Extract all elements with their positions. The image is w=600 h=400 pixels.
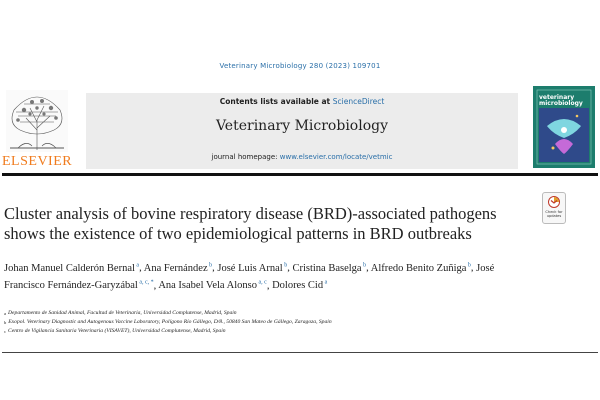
author-separator: , [470,262,477,274]
check-updates-line2: updates [546,214,562,218]
affiliation-text: Departamento de Sanidad Animal, Facultad de Veterinaria, Universidad Complutense, Madrid, Spain [8,310,237,316]
header-rule [2,173,598,176]
author-name: Johan Manuel Calderón Bernal [4,262,135,274]
cover-title-line1: veterinary [539,94,575,101]
author-separator: , [153,280,159,291]
journal-cover[interactable] [533,86,595,168]
contents-prefix: Contents lists available at [219,97,331,106]
author-affiliation-marker[interactable]: b [361,262,367,268]
elsevier-logo[interactable] [2,88,72,170]
author[interactable] [272,280,327,291]
author-affiliation-marker[interactable]: b [466,262,471,268]
author[interactable] [4,263,139,274]
journal-citation[interactable]: Veterinary Microbiology 280 (2023) 109701 [219,62,381,70]
contents-line [86,97,518,106]
affiliation-item [4,318,564,327]
author-separator: , [287,262,293,274]
author-affiliation-marker[interactable]: b [207,262,213,268]
author-name: José Luis Arnal [217,262,283,274]
affiliation-item [4,327,564,336]
affiliation-text: Exopol. Veterinary Diagnostic and Autogenous Vaccine Laboratory, Polígono Río Gállego, D/8., 50840 San Mateo de Gállego, Zaragoza, Spain [8,319,332,325]
check-updates-icon [548,196,560,208]
cover-title-line2: microbiology [539,100,583,107]
author-name: Ana Fernández [143,262,208,274]
affiliation-text: Centro de Vigilancia Sanitaria Veterinaria (VISAVET), Universidad Complutense, Madrid, Spain [8,328,226,334]
homepage-link[interactable]: www.elsevier.com/locate/vetmic [279,153,393,161]
cover-art-icon [533,86,595,168]
author-list [4,258,524,293]
article-title: Cluster analysis of bovine respiratory disease (BRD)-associated pathogens shows the existence of two epidemiological patterns in BRD outbreaks [4,204,497,243]
author-affiliation-marker[interactable]: a, c [256,279,267,286]
author-separator: , [212,262,218,274]
author-affiliation-marker[interactable]: a, c, * [137,279,154,286]
affiliation-label: c [4,329,6,334]
author-name: José Francisco Fernández-Garyzábal [4,262,495,291]
journal-banner [86,93,518,169]
homepage-label: journal homepage: [211,153,278,161]
author[interactable] [292,263,366,274]
elsevier-tree-icon [6,90,68,152]
author-separator: , [366,262,371,274]
homepage-line [86,153,518,161]
affiliation-label: a [4,311,6,316]
journal-name[interactable]: Veterinary Microbiology [215,118,389,134]
author-name: Dolores Cid [272,280,324,291]
author-name: Alfredo Benito Zuñiga [370,262,467,274]
author[interactable] [158,280,267,291]
author-affiliation-marker[interactable]: b [282,262,288,268]
author[interactable] [144,263,212,274]
affiliation-label: b [4,320,7,325]
author-affiliation-marker[interactable]: a [134,262,140,268]
author-separator: , [266,280,273,291]
author-name: Cristina Baselga [292,262,362,274]
check-for-updates-button[interactable] [542,192,566,224]
section-rule [2,352,598,353]
check-updates-label [543,210,565,218]
author-name: Ana Isabel Vela Alonso [158,280,257,291]
author-affiliation-marker[interactable]: a [323,279,328,286]
check-updates-line1: Check for [545,210,563,214]
sciencedirect-link[interactable]: ScienceDirect [332,97,385,106]
author[interactable] [217,263,287,274]
affiliation-item [4,309,564,318]
elsevier-wordmark: ELSEVIER [2,154,73,169]
author-separator: , [139,262,144,274]
author[interactable] [371,263,471,274]
affiliation-list [4,309,564,336]
